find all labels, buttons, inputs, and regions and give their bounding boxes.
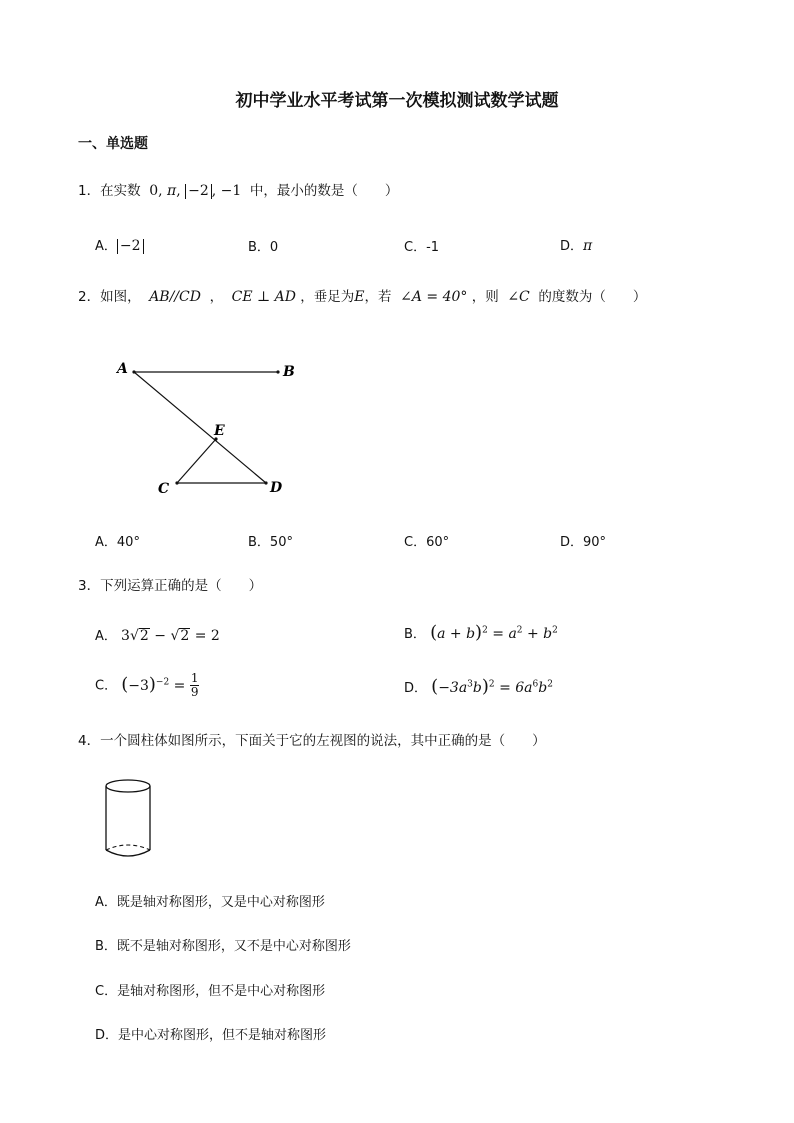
math-numbers: 0,	[149, 183, 167, 199]
question-1: 1．在实数 0, π, −2 , −1 中，最小的数是（ ）	[78, 183, 399, 199]
math-parallel: AB//CD	[149, 289, 201, 305]
section-heading: 一、单选题	[78, 136, 148, 152]
segment-ce	[177, 439, 216, 483]
option-d[interactable]	[560, 531, 606, 550]
question-text: ，则	[471, 289, 499, 305]
page-title: 初中学业水平考试第一次模拟测试数学试题	[235, 91, 559, 111]
option-value: 50°	[269, 535, 293, 550]
label-b: B	[283, 364, 295, 380]
math-absolute-value: −2	[185, 184, 212, 199]
label-d: D	[270, 480, 283, 496]
label-c: C	[158, 481, 170, 497]
option-label: A．	[95, 629, 117, 644]
option-value: 90°	[583, 535, 607, 550]
cylinder-figure	[100, 776, 160, 862]
label-e: E	[214, 423, 225, 439]
question-2	[78, 285, 646, 305]
option-formula: $(a + b)^2 = a^2 + b^2$	[430, 622, 558, 643]
option-label: D．	[560, 239, 584, 254]
math-angle-a: ∠A = 40°	[400, 289, 468, 305]
question-text: 一个圆柱体如图所示，下面关于它的左视图的说法，其中正确的是（ ）	[100, 733, 546, 749]
option-d[interactable]	[560, 235, 592, 254]
option-c[interactable]	[95, 672, 199, 699]
question-text: 的度数为（ ）	[538, 289, 647, 305]
question-text: 在实数	[100, 183, 141, 199]
option-a[interactable]: A．既是轴对称图形，又是中心对称图形	[95, 895, 325, 910]
option-formula: 3√2 − √2 = 2	[121, 628, 220, 644]
question-3	[78, 574, 262, 594]
option-label: C．	[404, 535, 427, 550]
option-label: A．	[95, 239, 117, 254]
option-label: B．	[404, 627, 426, 642]
option-value: 40°	[116, 535, 140, 550]
option-formula: $(-3a^3b)^2 = 6a^6b^2$	[431, 676, 553, 697]
option-label: C．	[95, 678, 118, 694]
question-text: 如图，	[100, 289, 141, 305]
question-text: ，若	[364, 289, 392, 305]
question-number: 4．	[78, 733, 101, 749]
option-a[interactable]	[95, 625, 220, 644]
option-a[interactable]	[95, 235, 144, 254]
question-text: 下列运算正确的是（ ）	[100, 578, 263, 594]
option-label: D．	[560, 535, 584, 550]
option-label: A．	[95, 535, 117, 550]
question-text: 中，最小的数是（ ）	[249, 183, 399, 199]
label-a: A	[117, 361, 128, 377]
option-label: B．	[248, 240, 270, 255]
option-b[interactable]	[248, 236, 278, 255]
option-b[interactable]	[248, 531, 293, 550]
question-4	[78, 729, 546, 749]
option-value: 60°	[426, 535, 450, 550]
option-c[interactable]	[404, 531, 449, 550]
option-c[interactable]	[404, 236, 439, 255]
option-d[interactable]: D．是中心对称图形，但不是轴对称图形	[95, 1028, 327, 1043]
question-text: ，垂足为	[300, 289, 355, 305]
math-angle-c: ∠C	[507, 289, 530, 305]
option-value: π	[583, 238, 593, 254]
math-point-e: E	[354, 289, 365, 305]
option-label: C．	[404, 240, 427, 255]
math-numbers: , −1	[211, 183, 242, 199]
option-label: D．	[404, 681, 428, 696]
question-number: 1．	[78, 183, 101, 199]
geometry-figure	[100, 350, 320, 510]
option-c[interactable]: C．是轴对称图形，但不是中心对称图形	[95, 984, 326, 999]
option-value: -1	[426, 240, 440, 255]
option-label: B．	[248, 535, 270, 550]
option-d[interactable]	[404, 676, 553, 697]
math-pi: π	[167, 183, 177, 199]
option-value: 0	[269, 240, 279, 255]
question-number: 3．	[78, 578, 101, 594]
math-absolute-value: −2	[117, 239, 144, 254]
option-formula: $(-3)^{-2}$ = $\frac{1}{9}$	[121, 671, 199, 699]
math-perpendicular: CE ⊥ AD	[231, 289, 296, 305]
segment-ad	[134, 372, 266, 483]
option-b[interactable]	[404, 622, 558, 643]
question-number: 2．	[78, 289, 101, 305]
question-text: ，	[209, 289, 224, 305]
option-b[interactable]: B．既不是轴对称图形，又不是中心对称图形	[95, 939, 351, 954]
option-a[interactable]	[95, 531, 140, 550]
